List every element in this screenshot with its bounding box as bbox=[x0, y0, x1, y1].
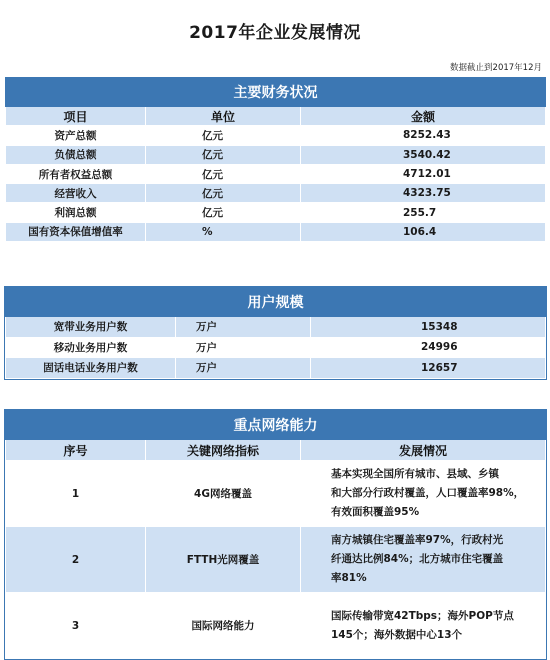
data-cutoff-note: 数据截止到2017年12月 bbox=[450, 63, 542, 73]
row-indicator: 国际网络能力 bbox=[146, 593, 301, 659]
row-unit: 亿元 bbox=[146, 126, 301, 145]
row-amount: 4323.75 bbox=[301, 184, 546, 203]
row-unit: 亿元 bbox=[146, 203, 301, 222]
table-row bbox=[6, 184, 546, 203]
row-item: 经营收入 bbox=[6, 184, 146, 203]
table-row bbox=[6, 164, 546, 183]
column-header-indicator: 关键网络指标 bbox=[146, 440, 301, 461]
column-header-amount: 金额 bbox=[301, 107, 546, 126]
row-unit: 亿元 bbox=[146, 164, 301, 183]
network-section-title: 重点网络能力 bbox=[6, 411, 546, 440]
description-line: 145个；海外数据中心13个 bbox=[331, 628, 463, 641]
row-item: 负债总额 bbox=[6, 145, 146, 164]
users-section-title: 用户规模 bbox=[6, 288, 546, 317]
row-description bbox=[301, 527, 546, 593]
row-item: 所有者权益总额 bbox=[6, 164, 146, 183]
row-unit: 万户 bbox=[176, 317, 311, 338]
network-table bbox=[5, 410, 546, 659]
row-amount: 4712.01 bbox=[301, 164, 546, 183]
row-indicator: 4G网络覆盖 bbox=[146, 461, 301, 527]
finance-section-title: 主要财务状况 bbox=[6, 78, 546, 107]
description-line: 率81% bbox=[331, 572, 367, 584]
column-header-unit: 单位 bbox=[146, 107, 301, 126]
row-amount: 106.4 bbox=[301, 222, 546, 241]
users-table bbox=[5, 287, 546, 379]
row-amount: 3540.42 bbox=[301, 145, 546, 164]
row-amount: 8252.43 bbox=[301, 126, 546, 145]
column-header-item: 项目 bbox=[6, 107, 146, 126]
table-row bbox=[6, 126, 546, 145]
row-amount: 24996 bbox=[311, 337, 546, 358]
row-no: 2 bbox=[6, 527, 146, 593]
description-line: 有效面积覆盖95% bbox=[331, 506, 420, 518]
description-line: 国际传输带宽42Tbps；海外POP节点 bbox=[331, 609, 514, 622]
row-amount: 15348 bbox=[311, 317, 546, 338]
row-item: 国有资本保值增值率 bbox=[6, 222, 146, 241]
row-unit: 亿元 bbox=[146, 145, 301, 164]
table-row bbox=[6, 203, 546, 222]
row-description bbox=[301, 593, 546, 659]
table-row bbox=[6, 461, 546, 527]
row-unit: 亿元 bbox=[146, 184, 301, 203]
row-item: 固话电话业务用户数 bbox=[6, 358, 176, 379]
row-unit: 万户 bbox=[176, 358, 311, 379]
table-row bbox=[6, 527, 546, 593]
column-header-progress: 发展情况 bbox=[301, 440, 546, 461]
row-item: 资产总额 bbox=[6, 126, 146, 145]
row-no: 3 bbox=[6, 593, 146, 659]
row-item: 宽带业务用户数 bbox=[6, 317, 176, 338]
finance-table bbox=[5, 77, 546, 242]
column-header-no: 序号 bbox=[6, 440, 146, 461]
row-description bbox=[301, 461, 546, 527]
table-row bbox=[6, 337, 546, 358]
row-indicator: FTTH光网覆盖 bbox=[146, 527, 301, 593]
row-amount: 255.7 bbox=[301, 203, 546, 222]
table-row bbox=[6, 317, 546, 338]
row-amount: 12657 bbox=[311, 358, 546, 379]
table-row bbox=[6, 593, 546, 659]
row-item: 利润总额 bbox=[6, 203, 146, 222]
table-row bbox=[6, 222, 546, 241]
page-title: 2017年企业发展情况 bbox=[189, 23, 361, 43]
table-row bbox=[6, 358, 546, 379]
row-unit: % bbox=[146, 222, 301, 241]
row-unit: 万户 bbox=[176, 337, 311, 358]
description-line: 南方城镇住宅覆盖率97%，行政村光 bbox=[331, 534, 504, 546]
row-no: 1 bbox=[6, 461, 146, 527]
description-line: 纤通达比例84%；北方城市住宅覆盖 bbox=[331, 553, 504, 565]
description-line: 和大部分行政村覆盖，人口覆盖率98%， bbox=[331, 487, 525, 499]
description-line: 基本实现全国所有城市、县域、乡镇 bbox=[331, 468, 499, 480]
table-row bbox=[6, 145, 546, 164]
row-item: 移动业务用户数 bbox=[6, 337, 176, 358]
